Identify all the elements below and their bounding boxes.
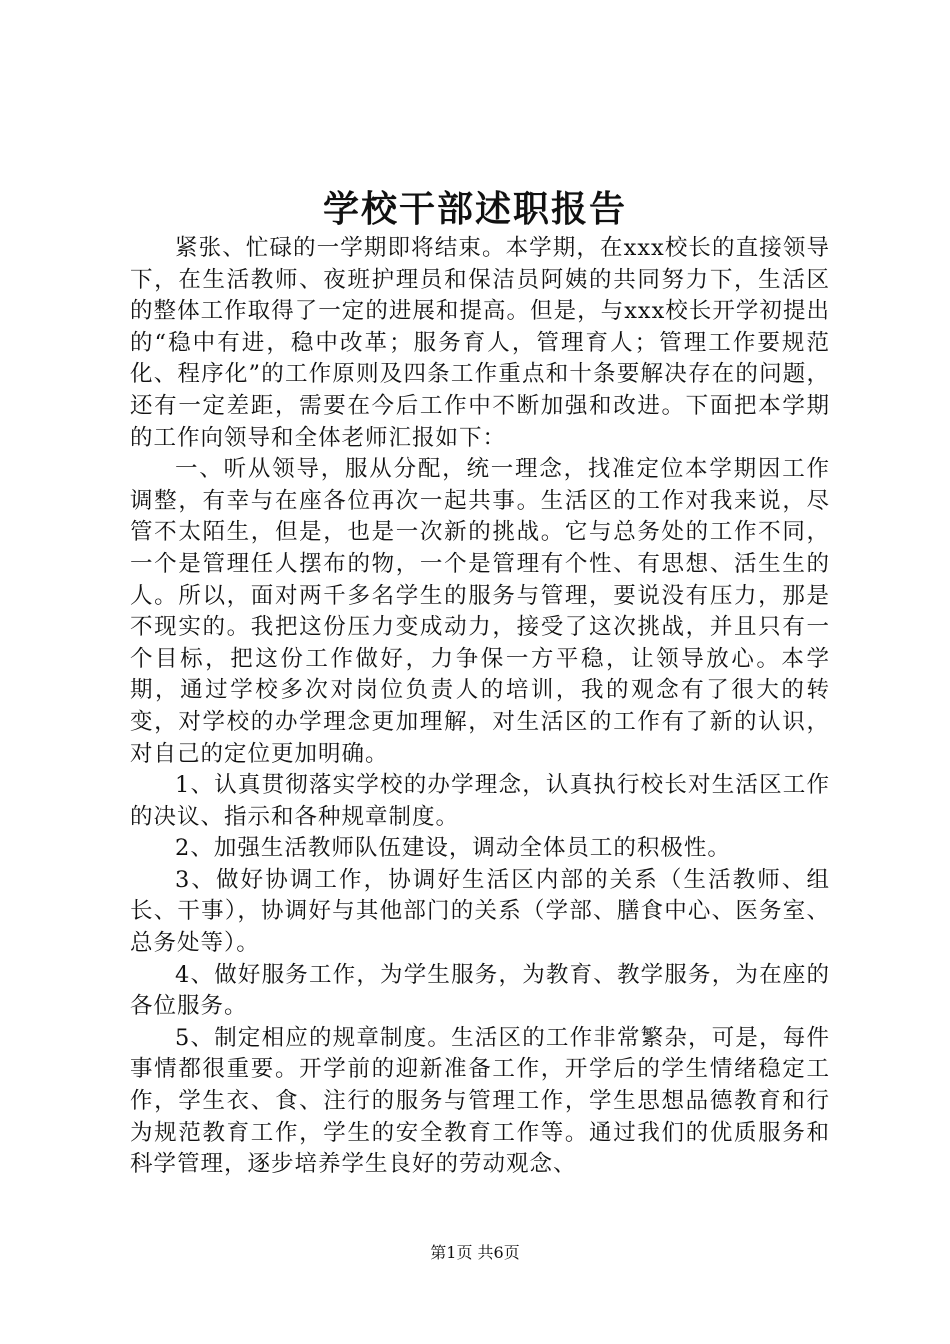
paragraph-item-4: 4、做好服务工作，为学生服务，为教育、教学服务，为在座的各位服务。 bbox=[130, 961, 830, 1020]
paragraph-section-one: 一、听从领导，服从分配，统一理念，找准定位本学期因工作调整，有幸与在座各位再次一起共事。生活区的工作对我来说，尽管不太陌生，但是，也是一次新的挑战。它与总务处的工作不同，一个是管理任人摆布的物，一个是管理有个性、有思想、活生生的人。所以，面对两千多名学生的服务与管理，要说没有压力，那是不现实的。我把这份压力变成动力，接受了这次挑战，并且只有一个目标，把这份工作做好，力争保一方平稳，让领导放心。本学期，通过学校多次对岗位负责人的培训，我的观念有了很大的转变，对学校的办学理念更加理解，对生活区的工作有了新的认识，对自己的定位更加明确。 bbox=[130, 456, 830, 767]
page-number-footer: 第1页 共6页 bbox=[430, 1243, 520, 1262]
paragraph-intro: 紧张、忙碌的一学期即将结束。本学期，在xxx校长的直接领导下，在生活教师、夜班护理员和保洁员阿姨的共同努力下，生活区的整体工作取得了一定的进展和提高。但是，与xxx校长开学初提出的“稳中有进，稳中改革；服务育人，管理育人；管理工作要规范化、程序化”的工作原则及四条工作重点和十条要解决存在的问题，还有一定差距，需要在今后工作中不断加强和改进。下面把本学期的工作向领导和全体老师汇报如下： bbox=[130, 235, 830, 451]
paragraph-item-2: 2、加强生活教师队伍建设，调动全体员工的积极性。 bbox=[175, 835, 731, 862]
paragraph-item-5: 5、制定相应的规章制度。生活区的工作非常繁杂，可是，每件事情都很重要。开学前的迎新准备工作，开学后的学生情绪稳定工作，学生衣、食、注行的服务与管理工作，学生思想品德教育和行为规范教育工作，学生的安全教育工作等。通过我们的优质服务和科学管理，逐步培养学生良好的劳动观念、 bbox=[130, 1024, 830, 1178]
document-title: 学校干部述职报告 bbox=[322, 188, 627, 230]
paragraph-item-3: 3、做好协调工作，协调好生活区内部的关系（生活教师、组长、干事），协调好与其他部门的关系（学部、膳食中心、医务室、总务处等）。 bbox=[130, 866, 830, 957]
document-body bbox=[130, 233, 830, 1181]
paragraph-item-1: 1、认真贯彻落实学校的办学理念，认真执行校长对生活区工作的决议、指示和各种规章制度。 bbox=[130, 772, 830, 830]
